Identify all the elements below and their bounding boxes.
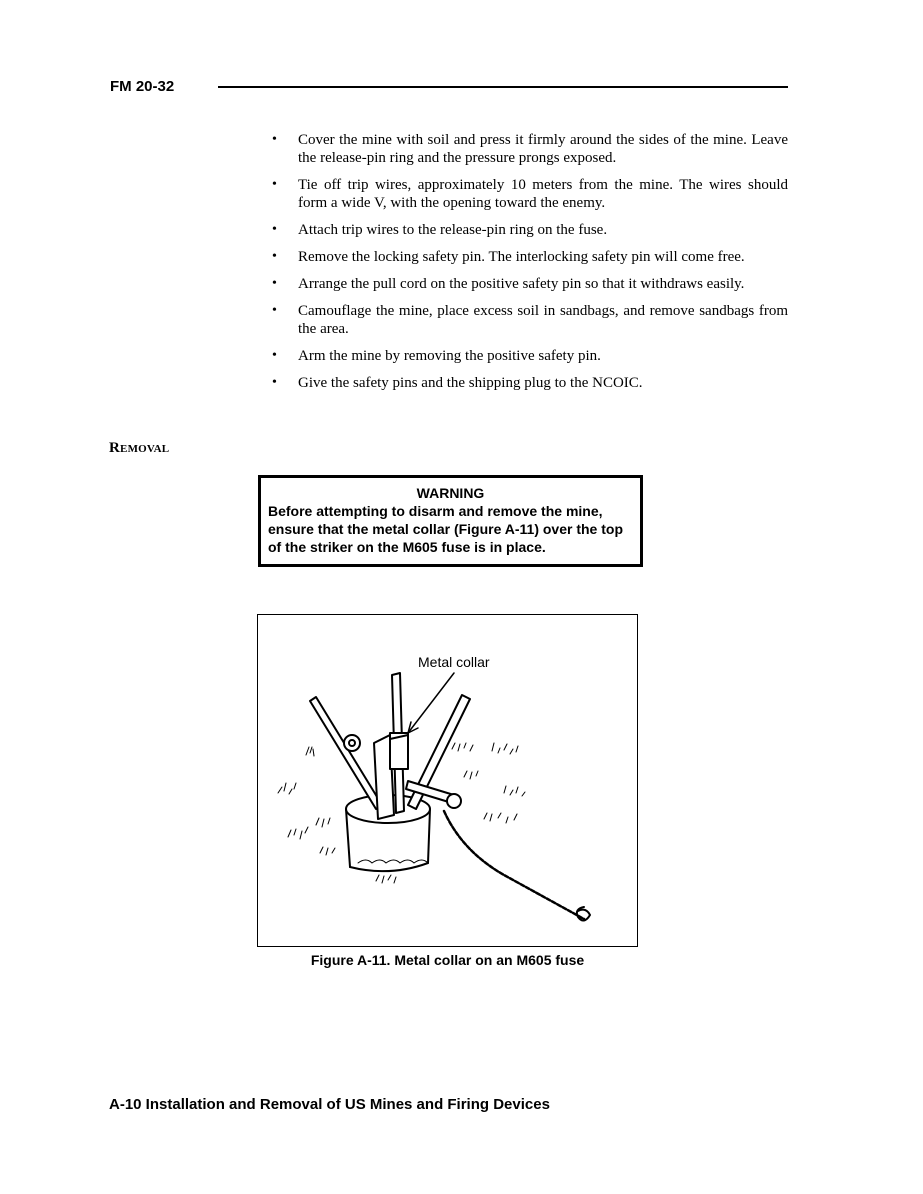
section-heading-removal: Removal bbox=[109, 440, 170, 456]
list-item bbox=[270, 302, 788, 338]
list-item-text: Camouflage the mine, place excess soil in sandbags, and remove sandbags from the area. bbox=[298, 303, 788, 337]
running-header: FM 20-32 bbox=[110, 78, 175, 95]
list-item bbox=[270, 248, 788, 266]
bullet-icon: • bbox=[272, 222, 277, 237]
list-item bbox=[270, 176, 788, 212]
warning-box bbox=[258, 475, 643, 567]
warning-text: Before attempting to disarm and remove the mine, ensure that the metal collar (Figure A-11) over the top of the striker on the M605 fuse is in place. bbox=[268, 503, 623, 555]
bullet-icon: • bbox=[272, 375, 277, 390]
trip-cord bbox=[444, 811, 584, 919]
page-footer: A-10 Installation and Removal of US Mines and Firing Devices bbox=[109, 1096, 550, 1113]
list-item bbox=[270, 131, 788, 167]
bullet-icon: • bbox=[272, 177, 277, 192]
list-item-text: Give the safety pins and the shipping plug to the NCOIC. bbox=[298, 375, 643, 391]
header-rule bbox=[218, 86, 788, 88]
callout-label: Metal collar bbox=[418, 654, 490, 670]
list-item-text: Remove the locking safety pin. The interlocking safety pin will come free. bbox=[298, 249, 745, 265]
bullet-icon: • bbox=[272, 249, 277, 264]
list-item-text: Arrange the pull cord on the positive safety pin so that it withdraws easily. bbox=[298, 276, 745, 292]
list-item bbox=[270, 374, 788, 392]
list-item-text: Tie off trip wires, approximately 10 meters from the mine. The wires should form a wide V, with the opening toward the enemy. bbox=[298, 177, 788, 211]
list-item bbox=[270, 275, 788, 293]
figure-caption: Figure A-11. Metal collar on an M605 fuse bbox=[310, 952, 585, 968]
list-item-text: Arm the mine by removing the positive safety pin. bbox=[298, 348, 601, 364]
bullet-icon: • bbox=[272, 303, 277, 318]
bullet-icon: • bbox=[272, 132, 277, 147]
metal-collar bbox=[390, 733, 408, 769]
list-item bbox=[270, 347, 788, 365]
warning-title: WARNING bbox=[416, 485, 485, 501]
bullet-icon: • bbox=[272, 276, 277, 291]
list-item bbox=[270, 221, 788, 239]
list-item-text: Cover the mine with soil and press it firmly around the sides of the mine. Leave the release-pin ring and the pressure prongs exposed. bbox=[298, 132, 788, 166]
list-item-text: Attach trip wires to the release-pin ring on the fuse. bbox=[298, 222, 608, 238]
figure-frame bbox=[257, 614, 638, 947]
bullet-icon: • bbox=[272, 348, 277, 363]
instruction-list bbox=[270, 131, 788, 401]
